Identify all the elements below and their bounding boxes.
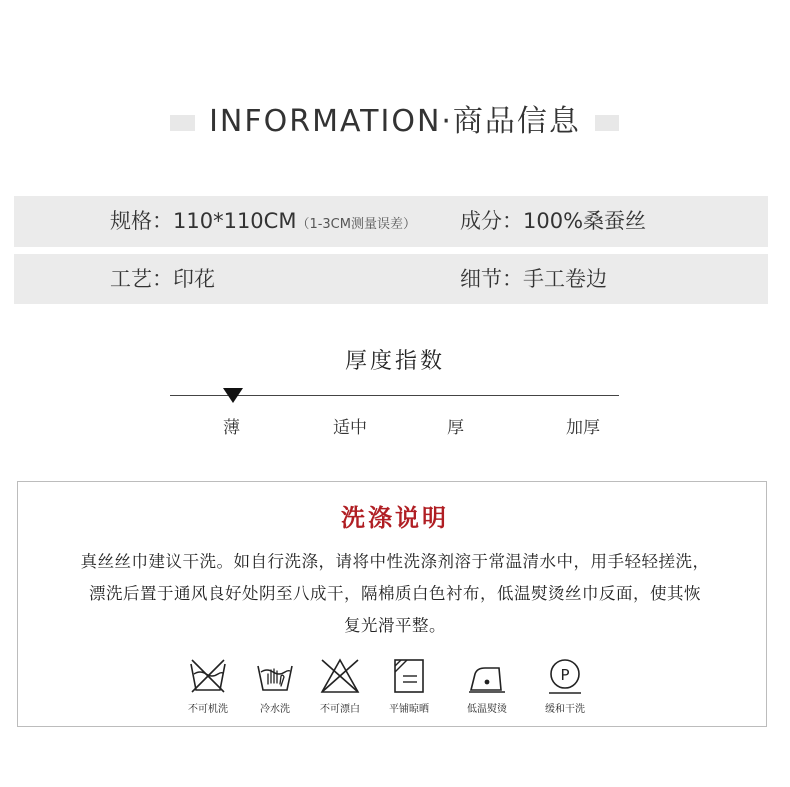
spec-row-size-material [14, 196, 768, 247]
no-machine-wash-icon [186, 656, 230, 696]
craft-label: 工艺： [110, 267, 173, 291]
svg-text:P: P [560, 666, 570, 684]
thickness-level-extra-thick: 加厚 [566, 418, 600, 438]
flat-dry-shade-icon [387, 656, 431, 696]
detail-label: 细节： [460, 267, 523, 291]
cold-hand-wash-icon [253, 656, 297, 696]
no-machine-wash-label: 不可机洗 [188, 704, 228, 715]
material-spec [460, 196, 646, 246]
thickness-level-thick: 厚 [447, 418, 464, 438]
material-value: 100%桑蚕丝 [523, 209, 647, 233]
detail-spec [460, 254, 607, 304]
thickness-level-medium: 适中 [333, 418, 367, 438]
thickness-title: 厚度指数 [344, 349, 445, 374]
thickness-marker-icon [223, 388, 243, 403]
no-bleach-icon [318, 656, 362, 696]
washing-text-line-3: 复光滑平整。 [344, 616, 446, 635]
washing-text-line-1: 真丝丝巾建议干洗。如自行洗涤，请将中性洗涤剂溶于常温清水中，用手轻轻搓洗， [80, 552, 710, 571]
washing-title: 洗涤说明 [341, 504, 449, 532]
gentle-dry-clean-label: 缓和干洗 [545, 704, 585, 715]
low-temp-iron-icon [465, 656, 509, 696]
size-note: （1-3CM测量误差） [296, 217, 416, 232]
washing-text-line-2: 漂洗后置于通风良好处阴至八成干，隔棉质白色衬布，低温熨烫丝巾反面，使其恢 [89, 584, 701, 603]
size-value: 110*110CM [173, 209, 297, 233]
no-bleach-label: 不可漂白 [320, 704, 360, 715]
size-spec [110, 196, 416, 250]
craft-spec [110, 254, 215, 304]
craft-value: 印花 [173, 267, 215, 291]
spec-row-craft-detail [14, 254, 768, 304]
page-title: INFORMATION·商品信息 [0, 100, 790, 144]
thickness-level-thin: 薄 [223, 418, 240, 438]
gentle-dry-clean-icon [543, 656, 587, 696]
detail-value: 手工卷边 [523, 267, 607, 291]
size-label: 规格： [110, 209, 173, 233]
flat-dry-shade-label: 平铺晾晒 [389, 704, 429, 715]
cold-hand-wash-label: 冷水洗 [260, 704, 290, 715]
low-temp-iron-label: 低温熨烫 [467, 704, 507, 715]
material-label: 成分： [460, 209, 523, 233]
